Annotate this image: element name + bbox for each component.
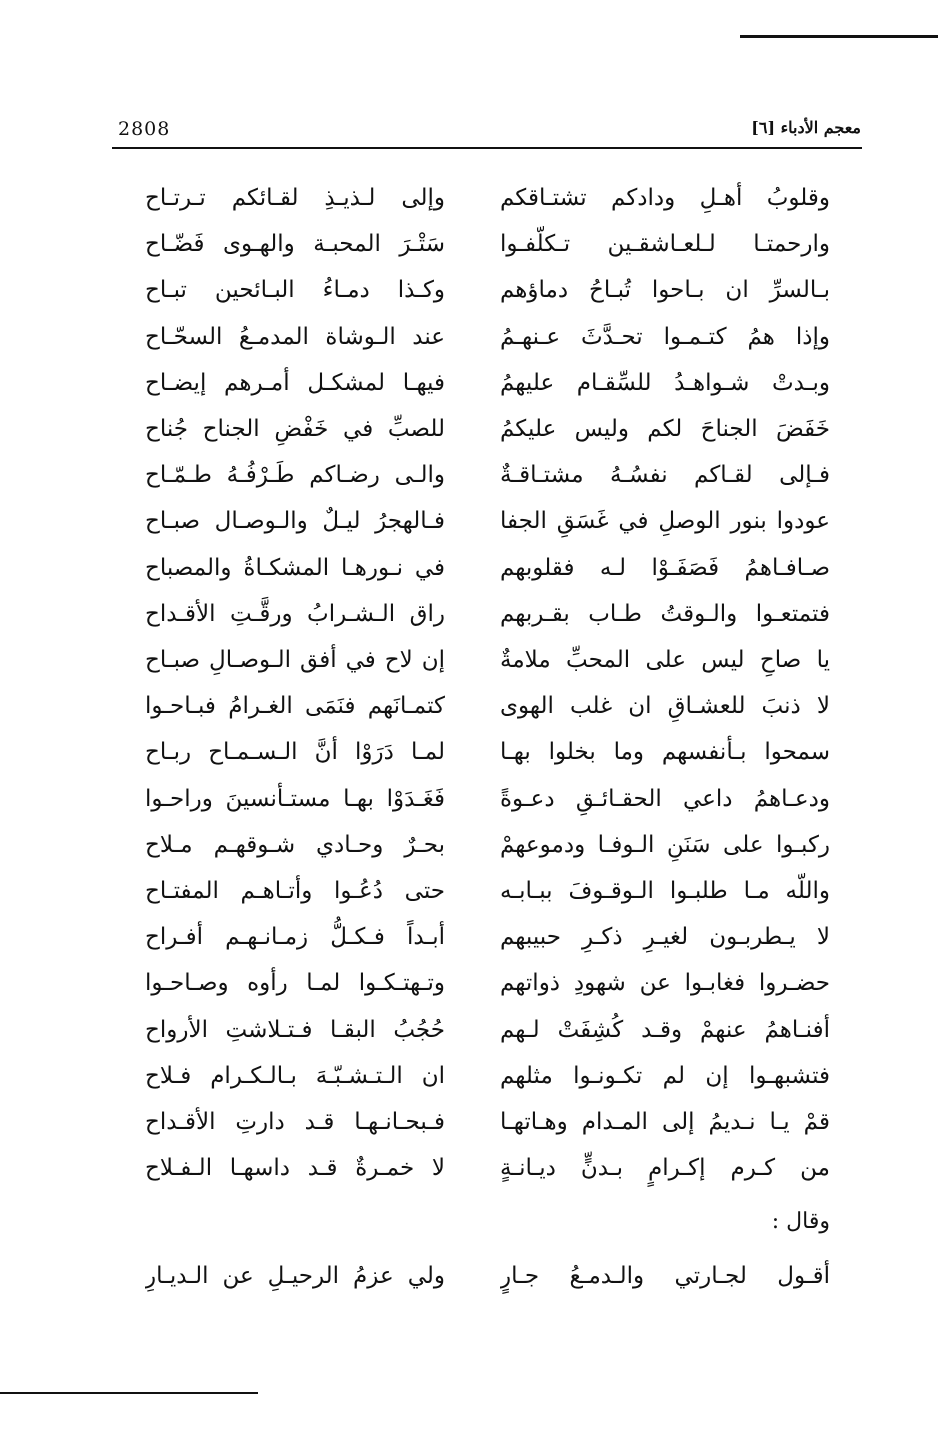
first-hemistich: وارحمتـا لـلعـاشقـين تـكلّفـوا [500, 231, 830, 258]
second-hemistich: ولي عزمُ الرحيـلِ عن الـديـارِ [145, 1263, 445, 1289]
verse-line [145, 407, 830, 451]
first-hemistich: خَفَضَ الجناحَ لكم وليس عليكمُ [500, 416, 830, 442]
second-hemistich: حتى دُعُـوا وأتـاهـم المفتـاح [145, 878, 445, 904]
first-hemistich: بـالسرِّ ان بـاحوا تُبـاحُ دماؤهم [500, 277, 830, 304]
running-head-title: معجم الأدباء [٦] [751, 118, 861, 137]
top-border-rule [740, 35, 938, 38]
verse-line [145, 499, 830, 543]
second-hemistich: فَغَـدَوْا بهـا مستـأنسينَ وراحـوا [145, 785, 445, 812]
verse-line [145, 684, 830, 728]
second-hemistich: في نـورهـا المشكـاةُ والمصباح [145, 554, 445, 581]
poem-intro: وقال : [771, 1209, 830, 1234]
second-hemistich: وإلى لـذيـذِ لقـائكم تـرتـاح [145, 185, 445, 211]
first-hemistich: أقـول لجـارتي والـدمـعُ جـارٍ [500, 1263, 830, 1289]
first-hemistich: حضـروا فغابـوا عن شهودِ ذواتهم [500, 970, 830, 997]
second-hemistich: لمـا دَرَوْا أنَّ الـسـمـاح ربـاح [145, 739, 445, 766]
page-number: 2808 [118, 118, 171, 140]
second-hemistich: إن لاح في أفق الـوصـالِ صبـاح [145, 647, 445, 673]
first-hemistich: وبـدتْ شـواهـدُ للسِّقـام عليهمُ [500, 369, 830, 396]
first-hemistich: صـافـاهمُ فَصَفَـوْا لـه فقلوبهم [500, 554, 830, 581]
first-hemistich: أفنـاهمُ عنهمْ وقـد كُشِفَتْ لـهم [500, 1016, 830, 1043]
first-hemistich: لا ذنبَ للعشـاقِ ان غلب الهوى [500, 693, 830, 720]
verse-line [145, 268, 830, 312]
second-hemistich: لا خمـرةٌ قـد داسهـا الـفـلاح [145, 1155, 445, 1182]
first-hemistich: عودوا بنور الوصلِ في غَسَقِ الجفا [500, 508, 830, 535]
first-hemistich: من كـرم إكـرامٍ بـدنٍّ ديـانـةٍ [500, 1155, 830, 1182]
verse-line [145, 869, 830, 913]
second-hemistich: فـبحـانـهـا قـد دارتِ الأقـداح [145, 1109, 445, 1135]
second-hemistich: وكـذا دمـاءُ البـائحين تبـاح [145, 277, 445, 304]
verse-line [145, 1054, 830, 1098]
second-hemistich: عند الـوشاة المدمـعُ السحّـاح [145, 323, 445, 350]
second-hemistich: كتمـانَهم فنَمَى الغـرامُ فبـاحـوا [145, 693, 445, 720]
first-hemistich: سمحوا بـأنفسهم وما بخلوا بهـا [500, 739, 830, 766]
first-hemistich: قمْ يـا نـديمُ إلى المـدام وهـاتهـا [500, 1109, 830, 1135]
verse-line [145, 961, 830, 1005]
verse-line [145, 592, 830, 636]
verse-line [145, 361, 830, 405]
verse-line [145, 453, 830, 497]
second-hemistich: والـى رضـاكم طَـرْفُـهُ طـمّـاح [145, 462, 445, 489]
header-rule [112, 147, 862, 149]
verse-line [145, 1100, 830, 1144]
second-hemistich: راق الـشـرابُ ورقَّـتِ الأقـداح [145, 600, 445, 627]
second-hemistich: للصبِّ في خَفْضِ الجناح جُناح [145, 416, 445, 442]
first-hemistich: وإذا همُ كتـمـوا تحـدَّثَ عـنهـمُ [500, 323, 830, 350]
first-hemistich: واللّه مـا طلبـوا الـوقـوفَ ببـابـه [500, 878, 830, 904]
bottom-border-rule [0, 1392, 258, 1394]
second-hemistich: فـالهجرُ ليـلٌ والـوصـال صبـاح [145, 508, 445, 535]
verse-line [145, 546, 830, 590]
verse-line [145, 1146, 830, 1190]
verse-line [145, 823, 830, 867]
first-hemistich: يا صاحِ ليس على المحبِّ ملامةٌ [500, 647, 830, 673]
verse-line [145, 777, 830, 821]
second-hemistich: سَتْـرَ المحبـة والهـوى فَضّـاح [145, 231, 445, 258]
first-hemistich: وقلوبُ أهـلِ ودادكم تشتـاقكم [500, 185, 830, 211]
first-hemistich: فتمتعـوا والـوقتُ طـاب بقـربهم [500, 600, 830, 627]
verse-line [145, 1254, 830, 1298]
verse-line [145, 730, 830, 774]
second-hemistich: فيهـا لمشكـل أمـرهم إيضـاح [145, 369, 445, 396]
verse-line [145, 176, 830, 220]
first-hemistich: ودعـاهمُ داعي الحقـائـقِ دعـوةً [500, 785, 830, 812]
first-hemistich: ركبـوا على سَنَنِ الـوفـا ودموعهمْ [500, 831, 830, 858]
first-hemistich: فـإلى لقـاكم نفسُـهُ مشتـاقـةٌ [500, 462, 830, 489]
verse-line [145, 315, 830, 359]
first-hemistich: لا يـطربـون لغيـرِ ذكـرِ حبيبهم [500, 924, 830, 951]
second-hemistich: بحـرٌ وحـادي شـوقهـم مـلاح [145, 831, 445, 858]
verse-line [145, 222, 830, 266]
verse-line [145, 915, 830, 959]
verse-line [145, 1008, 830, 1052]
first-hemistich: فتشبهـوا إن لم تكـونـوا مثلهم [500, 1062, 830, 1089]
second-hemistich: حُجُبُ البقـا فـتـلاشتِ الأرواح [145, 1016, 445, 1043]
verse-line [145, 638, 830, 682]
second-hemistich: أبـداً فـكـلُّ زمـانـهـم أفـراح [145, 924, 445, 951]
second-hemistich: ان الـتـشـبّـهَ بـالـكـرام فـلاح [145, 1062, 445, 1089]
second-hemistich: وتـهتـكـوا لمـا رأوه وصـاحـوا [145, 970, 445, 997]
